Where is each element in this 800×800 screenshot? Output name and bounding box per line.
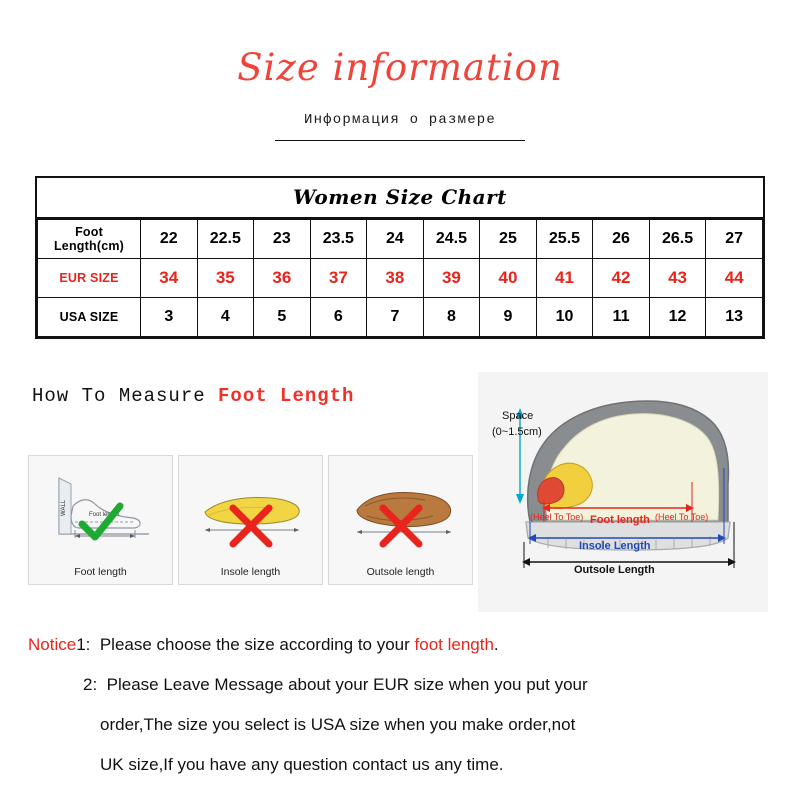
foot-in-shoe-illustration bbox=[478, 372, 768, 612]
cell: 26.5 bbox=[649, 220, 706, 259]
notice-item2-line2: order,The size you select is USA size when you make order,not bbox=[100, 715, 576, 734]
cell: 39 bbox=[423, 259, 480, 298]
heel-to-toe-left-label: (Heel To Toe) bbox=[530, 512, 584, 522]
cell: 25 bbox=[480, 220, 537, 259]
notice-item1-text: Please choose the size according to your bbox=[99, 635, 415, 654]
method-caption: Insole length bbox=[220, 566, 281, 578]
cell: 24 bbox=[367, 220, 424, 259]
size-chart-title: Women Size Chart bbox=[37, 178, 763, 219]
space-label-line1: Space bbox=[502, 410, 534, 422]
notice-line-2 bbox=[28, 665, 773, 705]
cell: 36 bbox=[254, 259, 311, 298]
cell: 5 bbox=[254, 298, 311, 337]
title-divider bbox=[275, 140, 525, 141]
cell: 43 bbox=[649, 259, 706, 298]
cell: 22 bbox=[141, 220, 198, 259]
cell: 40 bbox=[480, 259, 537, 298]
svg-text:WALL: WALL bbox=[61, 499, 67, 516]
page-title: Size information bbox=[237, 46, 563, 89]
insole-length-label: Insole Length bbox=[579, 540, 651, 552]
cell: 11 bbox=[593, 298, 650, 337]
notice-item2-line1: Please Leave Message about your EUR size when you put your bbox=[106, 675, 588, 694]
outsole-length-label: Outsole Length bbox=[574, 564, 655, 576]
notice-word: Notice bbox=[28, 635, 77, 654]
table-row bbox=[38, 220, 763, 259]
cell: 23.5 bbox=[310, 220, 367, 259]
how-to-measure-heading bbox=[32, 385, 354, 407]
notice-item2-line3: UK size,If you have any question contact us any time. bbox=[100, 755, 504, 774]
cell: 34 bbox=[141, 259, 198, 298]
notice-line-4 bbox=[28, 745, 773, 785]
svg-text:Foot length: Foot length bbox=[89, 512, 120, 518]
heel-to-toe-right-label: (Heel To Toe) bbox=[655, 512, 709, 522]
cell: 12 bbox=[649, 298, 706, 337]
how-to-measure-highlight: Foot Length bbox=[218, 385, 355, 407]
notice-block bbox=[28, 625, 773, 785]
notice-item1-number: 1: bbox=[76, 635, 91, 654]
cell: 3 bbox=[141, 298, 198, 337]
table-row bbox=[38, 298, 763, 337]
cell: 10 bbox=[536, 298, 593, 337]
cell: 4 bbox=[197, 298, 254, 337]
cell: 41 bbox=[536, 259, 593, 298]
size-chart bbox=[35, 176, 765, 339]
notice-item2-number: 2: bbox=[83, 675, 98, 694]
how-to-measure-prefix: How To Measure bbox=[32, 385, 219, 407]
cell: 27 bbox=[706, 220, 763, 259]
foot-length-label: Foot length bbox=[590, 514, 650, 526]
cell: 44 bbox=[706, 259, 763, 298]
page-subtitle: Информация о размере bbox=[303, 112, 497, 128]
cell: 42 bbox=[593, 259, 650, 298]
method-caption: Foot length bbox=[74, 566, 127, 578]
row-header-eur-size: EUR SIZE bbox=[38, 259, 141, 298]
outsole-illustration bbox=[329, 460, 473, 555]
cell: 25.5 bbox=[536, 220, 593, 259]
notice-item1-highlight: foot length bbox=[414, 635, 494, 654]
notice-line-3 bbox=[28, 705, 773, 745]
method-insole-length bbox=[178, 455, 323, 585]
method-caption: Outsole length bbox=[366, 566, 435, 578]
size-chart-table bbox=[37, 219, 763, 337]
cell: 9 bbox=[480, 298, 537, 337]
method-foot-length bbox=[28, 455, 173, 585]
cell: 8 bbox=[423, 298, 480, 337]
cell: 6 bbox=[310, 298, 367, 337]
cell: 23 bbox=[254, 220, 311, 259]
notice-line-1 bbox=[28, 625, 773, 665]
cell: 38 bbox=[367, 259, 424, 298]
insole-illustration bbox=[179, 460, 323, 555]
measure-method-list bbox=[28, 455, 473, 585]
cell: 24.5 bbox=[423, 220, 480, 259]
cell: 35 bbox=[197, 259, 254, 298]
cell: 37 bbox=[310, 259, 367, 298]
foot-against-wall-illustration bbox=[29, 460, 173, 555]
foot-in-shoe-diagram bbox=[478, 372, 768, 612]
cell: 26 bbox=[593, 220, 650, 259]
cell: 7 bbox=[367, 298, 424, 337]
cell: 22.5 bbox=[197, 220, 254, 259]
cell: 13 bbox=[706, 298, 763, 337]
space-label-line2: (0~1.5cm) bbox=[492, 426, 542, 438]
method-outsole-length bbox=[328, 455, 473, 585]
notice-item1-text-after: . bbox=[493, 635, 499, 654]
table-row bbox=[38, 259, 763, 298]
row-header-usa-size: USA SIZE bbox=[38, 298, 141, 337]
row-header-foot-length: Foot Length(cm) bbox=[38, 220, 141, 259]
